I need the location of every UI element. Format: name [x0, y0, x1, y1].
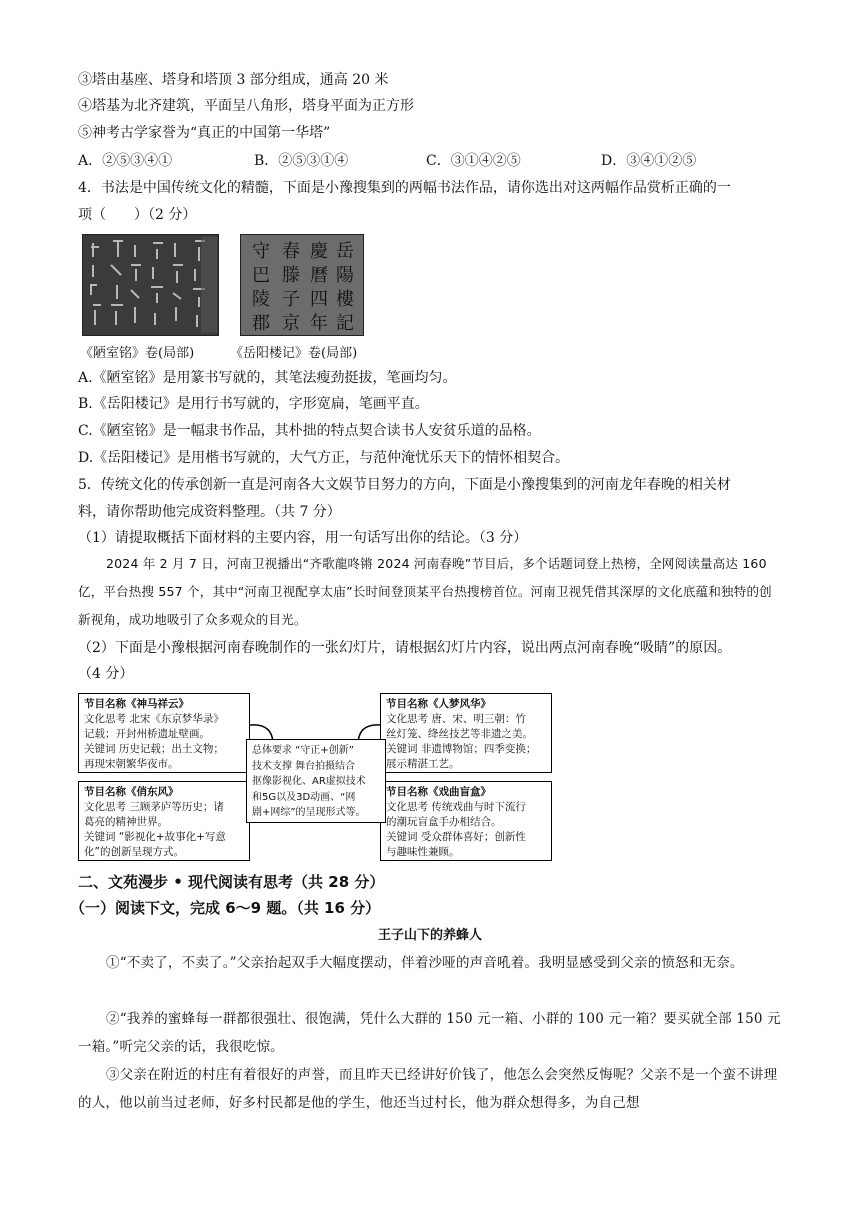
box-line: 总体要求 “守正+创新” [252, 745, 354, 756]
calligraphy-image-yueyanglouji [240, 234, 364, 336]
q3-item-5: ⑤神考古学家誉为“真正的中国第一华塔” [78, 125, 331, 141]
box-line: 文化思考 唐、宋、明三朝：竹 [386, 713, 526, 725]
section-2-title: 二、文苑漫步 • 现代阅读有思考（共 28 分） [78, 873, 385, 891]
slide-box-xiqu-manghe [380, 781, 552, 861]
box-line: 关键词 受众群体喜好；创新性 [386, 831, 526, 843]
caption-yueyanglouji: 《岳阳楼记》卷(局部) [230, 346, 358, 361]
q5-stem-line2: 料，请你帮助他完成资料整理。（共 7 分） [78, 504, 341, 520]
calligraphy-char: 慶 [310, 241, 328, 262]
box-line: 记载；开封州桥遗址壁画。 [84, 728, 210, 740]
box-line: 技术支撑 舞台拍摄结合 [252, 760, 356, 772]
q5-stem-line1: 5．传统文化的传承创新一直是河南各大文娱节目努力的方向，下面是小豫搜集到的河南龙年春晚的相关材 [78, 477, 731, 493]
box-line: 和5G以及3D动画、“网 [252, 791, 356, 803]
box-line: 与趣味性兼顾。 [386, 846, 460, 858]
calligraphy-char: 巴 [252, 265, 270, 286]
calligraphy-char: 滕 [282, 265, 300, 286]
article-paragraph-1: ①“不卖了，不卖了。”父亲抬起双手大幅度摆动，伴着沙哑的声音吼着。我明显感受到父亲的愤怒和无奈。 [106, 955, 744, 971]
box-line: 剧+网综”的呈现形式等。 [252, 807, 366, 818]
calligraphy-char: 曆 [310, 265, 328, 286]
calligraphy-char: 郡 [252, 313, 270, 334]
box-line: 展示精湛工艺。 [386, 758, 460, 770]
box-line: 关键词 历史记载；出土文物； [84, 743, 224, 755]
q3-option-d: D．③④①②⑤ [601, 153, 697, 169]
q5-sub-question-1: （1）请提取概括下面材料的主要内容，用一句话写出你的结论。（3 分） [78, 530, 528, 546]
box-line: 再现宋朝繁华夜市。 [84, 758, 179, 770]
q3-item-4: ④塔基为北齐建筑，平面呈八角形，塔身平面为正方形 [78, 98, 414, 114]
box-line: 节目名称《人梦风华》 [386, 698, 491, 710]
article-paragraph-3: ③父亲在附近的村庄有着很好的声誉，而且昨天已经讲好价钱了，他怎么会突然反悔呢？父亲不是一个蛮不讲理的人，他以前当过老师，好多村民都是他的学生，他还当过村长，他为群众想得多，为自己想 [78, 1067, 778, 1111]
calligraphy-char: 陵 [252, 289, 270, 310]
slide-box-qiao-dongfeng [78, 781, 250, 861]
slide-diagram [78, 693, 552, 858]
slide-box-center-requirements [246, 739, 386, 823]
calligraphy-char: 年 [310, 313, 328, 334]
box-line: 文化思考 三顾茅庐等历史；诸 [84, 801, 224, 813]
box-line: 文化思考 北宋《东京梦华录》 [84, 713, 224, 725]
q4-option-d: D.《岳阳楼记》是用楷书写就的，大气方正，与范仲淹忧乐天下的情怀相契合。 [78, 450, 570, 466]
q3-option-a: A．②⑤③④① [78, 153, 173, 169]
section-2-part-1: （一）阅读下文，完成 6～9 题。（共 16 分） [70, 899, 381, 917]
calligraphy-texture [83, 235, 218, 335]
calligraphy-char: 京 [282, 313, 300, 334]
calligraphy-text-columns [241, 235, 363, 335]
box-line: 节目名称《戏曲盲盒》 [386, 786, 491, 798]
q3-option-b: B．②⑤③①④ [254, 153, 349, 169]
q5-sub-question-2: （2）下面是小豫根据河南春晚制作的一张幻灯片，请根据幻灯片内容，说出两点河南春晚“吸睛”的原因。 [78, 640, 732, 656]
article-title: 王子山下的养蜂人 [377, 928, 482, 943]
slide-box-shenma-xiangyun [78, 693, 250, 773]
box-line: 葛亮的精神世界。 [84, 816, 168, 828]
calligraphy-char: 守 [252, 241, 270, 262]
article-paragraph-2: ②“我养的蜜蜂每一群都很强壮、很饱满，凭什么大群的 150 元一箱、小群的 100 元一箱？要买就全部 150 元一箱。”听完父亲的话，我很吃惊。 [78, 1011, 781, 1055]
calligraphy-char: 岳 [336, 241, 354, 262]
q5-sub-question-2-score: （4 分） [78, 666, 134, 682]
box-line: 节目名称《神马祥云》 [84, 698, 189, 710]
box-line: 抠像影视化、AR虚拟技术 [252, 776, 366, 787]
slide-box-renmeng-fenghua [380, 693, 552, 773]
calligraphy-char: 四 [310, 289, 328, 310]
calligraphy-char: 陽 [336, 265, 354, 286]
caption-loushiming: 《陋室铭》卷(局部) [80, 346, 195, 361]
box-line: 关键词 “影视化+故事化+写意 [84, 831, 226, 843]
q3-item-3: ③塔由基座、塔身和塔顶 3 部分组成，通高 20 米 [78, 72, 389, 88]
q3-option-c: C．③①④②⑤ [426, 153, 521, 169]
q5-material: 2024 年 2 月 7 日，河南卫视播出“齐歌龍咚锵 2024 河南春晚”节目后，多个话题词登上热榜，全网阅读量高达 160 亿，平台热搜 557 个，其中“河南卫视配享太庙”长时间登顶某平台热搜榜首位。河南卫视凭借其深厚的文化底蕴和独特的创新视角，成功地吸引了众多观众的目光。 [78, 556, 772, 627]
box-line: 丝灯笼、绛丝技艺等非遗之美。 [386, 728, 533, 740]
q4-stem-line2: 项（ ）（2 分） [78, 207, 197, 223]
box-line: 节目名称《俏东风》 [84, 786, 179, 798]
calligraphy-char: 記 [336, 313, 354, 334]
calligraphy-char: 子 [282, 289, 300, 310]
box-line: 化”的创新呈现方式。 [84, 846, 184, 858]
box-line: 关键词 非遗博物馆；四季变换； [386, 743, 537, 755]
q4-stem-line1: 4．书法是中国传统文化的精髓，下面是小豫搜集到的两幅书法作品，请你选出对这两幅作品赏析正确的一 [78, 180, 731, 196]
q4-option-c: C.《陋室铭》是一幅隶书作品，其朴拙的特点契合读书人安贫乐道的品格。 [78, 423, 541, 439]
box-line: 的潮玩盲盒手办相结合。 [386, 816, 502, 828]
box-line: 文化思考 传统戏曲与时下流行 [386, 801, 526, 813]
calligraphy-image-loushiming [82, 234, 219, 336]
calligraphy-char: 樓 [336, 289, 354, 310]
q4-option-b: B.《岳阳楼记》是用行书写就的，字形宽扁，笔画平直。 [78, 396, 429, 412]
q4-option-a: A.《陋室铭》是用篆书写就的，其笔法瘦劲挺拔，笔画均匀。 [78, 370, 457, 386]
calligraphy-char: 春 [282, 241, 300, 262]
